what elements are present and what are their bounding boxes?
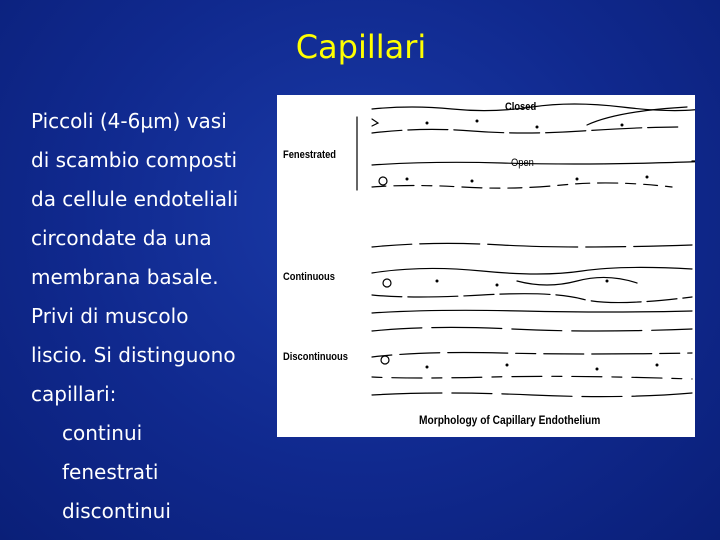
capillary-endothelium-figure (277, 95, 695, 437)
figure-caption: Morphology of Capillary Endothelium (419, 413, 601, 427)
slide-title: Capillari (295, 28, 427, 66)
capillary-type-fenestrated: fenestrati (62, 460, 159, 484)
body-line: di scambio composti (31, 148, 238, 172)
capillary-type-discontinuous: discontinui (62, 499, 171, 523)
capillary-drawing (277, 95, 695, 437)
body-line: liscio. Si distinguono (31, 343, 236, 367)
label-open: Open (511, 157, 534, 169)
label-fenestrated: Fenestrated (283, 149, 337, 161)
slide-body (31, 102, 281, 531)
label-continuous: Continuous (283, 271, 335, 283)
capillary-type-continuous: continui (62, 421, 143, 445)
label-discontinuous: Discontinuous (283, 351, 348, 363)
body-line: Privi di muscolo (31, 304, 189, 328)
body-line: capillari: (31, 382, 117, 406)
body-line: membrana basale. (31, 265, 219, 289)
label-closed: Closed (505, 101, 537, 113)
body-line: Piccoli (4-6µm) vasi (31, 109, 227, 133)
body-line: da cellule endoteliali (31, 187, 239, 211)
body-line: circondate da una (31, 226, 212, 250)
